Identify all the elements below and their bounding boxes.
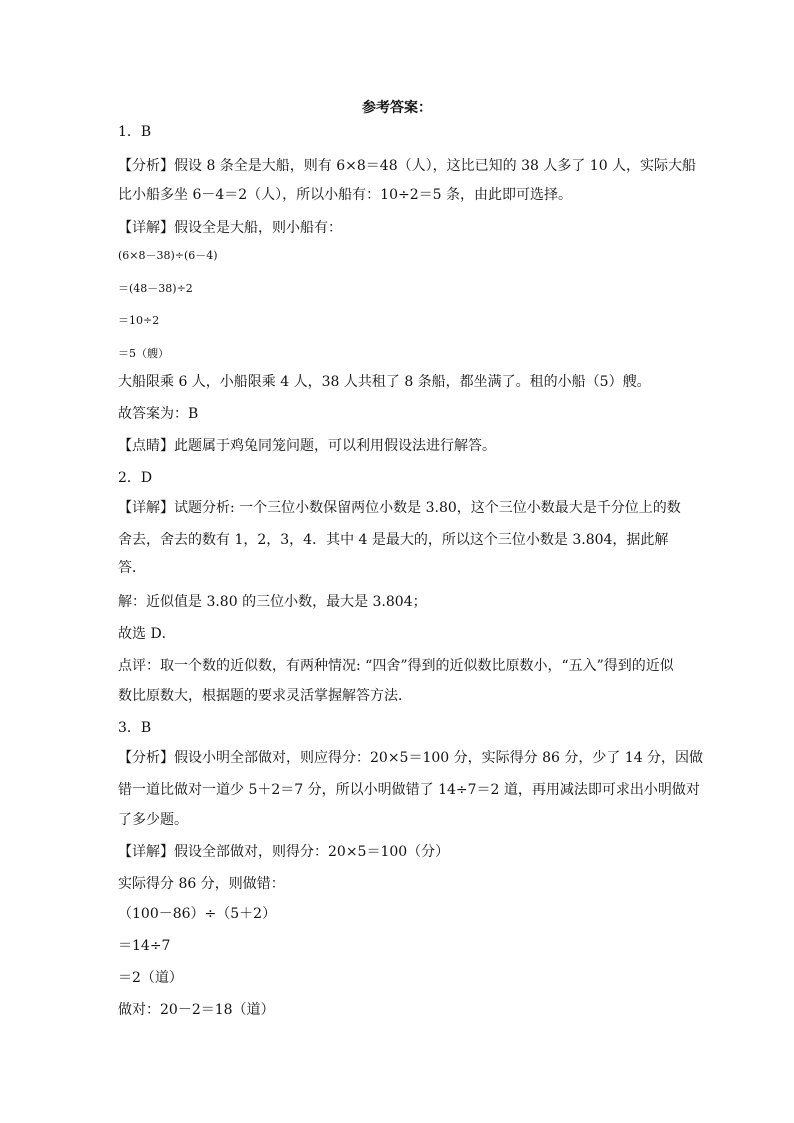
formula-line: ＝5（艘） [118, 347, 169, 360]
detail-line: 【详解】试题分析: 一个三位小数保留两位小数是 3.80，这个三位小数最大是千分位上的数 [118, 500, 681, 516]
formula-line: （100－86）÷（5＋2） [118, 906, 277, 922]
analysis-line: 错一道比做对一道少 5＋2＝7 分，所以小明做错了 14÷7＝2 道，再用减法即可求出小明做对 [118, 782, 700, 798]
detail-line: 答． [118, 560, 146, 576]
formula-line: (6×8－38)÷(6－4) [118, 249, 218, 262]
analysis-line: 比小船多坐 6－4＝2（人），所以小船有：10÷2＝5 条，由此即可选择。 [118, 187, 572, 203]
page-title: 参考答案： [362, 100, 432, 116]
formula-line: ＝10÷2 [118, 314, 160, 327]
detail-line: 【详解】假设全部做对，则得分：20×5＝100（分） [118, 844, 450, 860]
comment-line: 数比原数大，根据题的要求灵活掌握解答方法． [118, 688, 412, 704]
tip-line: 【点睛】此题属于鸡兔同笼问题，可以利用假设法进行解答。 [118, 438, 496, 454]
analysis-line: 【分析】假设小明全部做对，则应得分：20×5＝100 分，实际得分 86 分，少了 14 分，因做 [118, 750, 704, 766]
comment-line: 点评：取一个数的近似数，有两种情况: “四舍”得到的近似数比原数小，“五入”得到的近似 [118, 658, 674, 674]
detail-line: 【详解】假设全是大船，则小船有： [118, 220, 342, 236]
analysis-line: 了多少题。 [118, 812, 188, 828]
question-3-answer: 3．B [118, 720, 152, 736]
answer-line: 故选 D． [118, 626, 176, 642]
answer-line: 故答案为：B [118, 406, 199, 422]
formula-line: ＝(48－38)÷2 [118, 282, 193, 295]
formula-line: ＝14÷7 [118, 938, 171, 954]
analysis-line: 【分析】假设 8 条全是大船，则有 6×8＝48（人），这比已知的 38 人多了 10 人，实际大船 [118, 158, 697, 174]
solution-line: 解：近似值是 3.80 的三位小数，最大是 3.804； [118, 594, 427, 610]
detail-line: 舍去，舍去的数有 1，2，3，4．其中 4 是最大的，所以这个三位小数是 3.804，据此解 [118, 532, 669, 548]
question-2-answer: 2．D [118, 470, 153, 486]
formula-line: 做对：20－2＝18（道） [118, 1002, 275, 1018]
answer-statement: 大船限乘 6 人，小船限乘 4 人，38 人共租了 8 条船，都坐满了。租的小船（5）艘。 [118, 374, 651, 390]
formula-line: ＝2（道） [118, 970, 183, 986]
detail-line: 实际得分 86 分，则做错： [118, 876, 285, 892]
question-1-answer: 1．B [118, 124, 152, 140]
